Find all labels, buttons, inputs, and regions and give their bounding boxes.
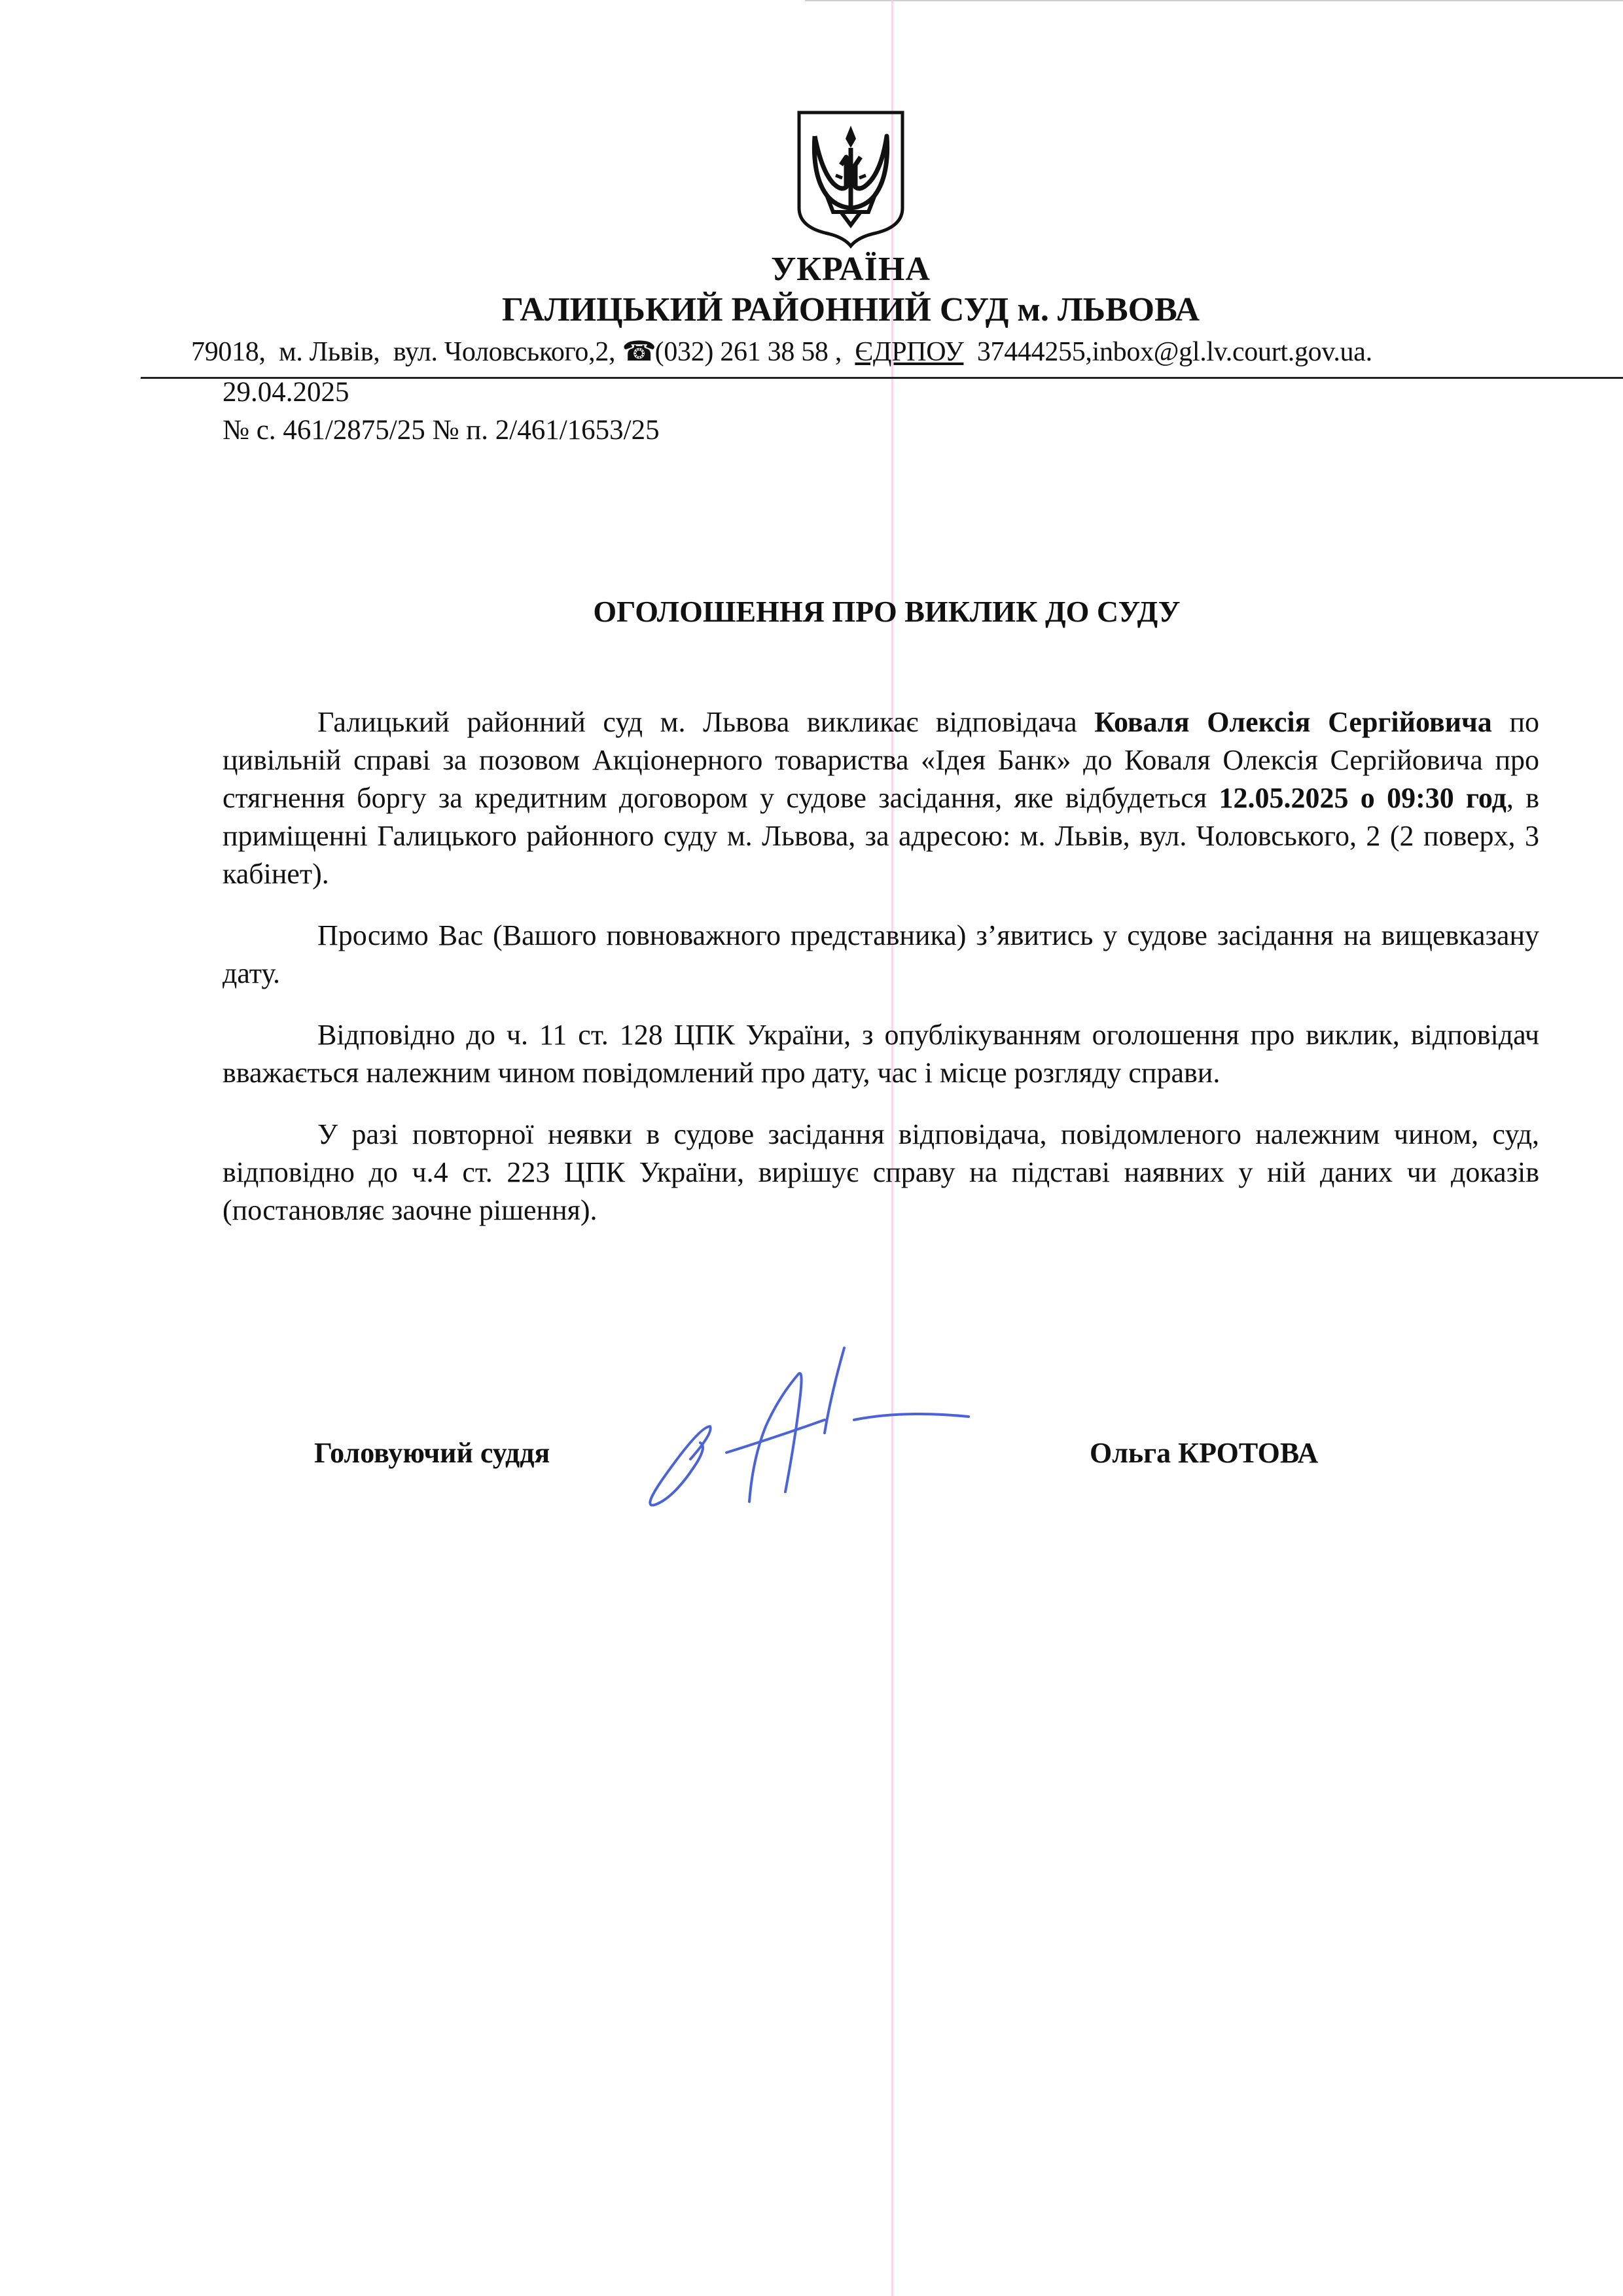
paragraph-request-appearance: Просимо Вас (Вашого повноважного представника) з’явитись у судове засідання на вищевказану дату. <box>223 919 1539 989</box>
trident-coat-of-arms-icon <box>795 110 906 249</box>
court-name-heading: ГАЛИЦЬКИЙ РАЙОННИЙ СУД м. ЛЬВОВА <box>501 291 1200 328</box>
paragraph-legal-notice: Відповідно до ч. 11 ст. 128 ЦПК України, з опублікуванням оголошення про виклик, відповідач вважається належним чином повідомлений про дату, час і місце розгляду справи. <box>223 1019 1539 1089</box>
presiding-judge-label: Головуючий суддя <box>314 1437 550 1469</box>
defendant-name: Коваля Олексія Сергійовича <box>1094 706 1492 738</box>
judge-name: Ольга КРОТОВА <box>1090 1437 1319 1469</box>
edrpou-and-email: 37444255,inbox@gl.lv.court.gov.ua. <box>976 337 1372 367</box>
document-title: ОГОЛОШЕННЯ ПРО ВИКЛИК ДО СУДУ <box>593 595 1181 628</box>
document-date: 29.04.2025 <box>223 377 349 408</box>
summons-text-intro: Галицький районний суд м. Львова викликає відповідача <box>317 706 1095 738</box>
country-heading: УКРАЇНА <box>771 251 931 288</box>
paragraph-summons <box>223 703 1539 893</box>
hearing-datetime: 12.05.2025 о 09:30 год <box>1219 782 1507 814</box>
city: м. Львів, <box>279 337 380 367</box>
court-address-line <box>191 335 1611 368</box>
scan-artifact-top-line <box>805 0 1623 1</box>
notice-body <box>223 703 1539 1229</box>
edrpou-label: ЄДРПОУ <box>855 337 964 367</box>
summons-text-location: , в приміщенні Галицького районного суду м. Львова, за адресою: м. Львів, вул. Чоловського, 2 (2 поверх, 3 кабінет). <box>223 782 1540 890</box>
case-numbers: № с. 461/2875/25 № п. 2/461/1653/25 <box>223 415 660 446</box>
phone-number: (032) 261 38 58 , <box>654 337 842 367</box>
street-address: вул. Чоловського,2, <box>393 337 616 367</box>
postal-code: 79018, <box>191 337 266 367</box>
handwritten-signature <box>628 1328 995 1511</box>
paragraph-default-judgment: У разі повторної неявки в судове засідання відповідача, повідомленого належним чином, суд, відповідно до ч.4 ст. 223 ЦПК України, вирішує справу на підставі наявних у ній даних чи доказів (постановляє заочне рішення). <box>223 1118 1539 1226</box>
header-divider <box>141 377 1623 379</box>
telephone-icon: ☎ <box>622 337 656 367</box>
summons-text-case: по цивільній справі за позовом Акціонерного товариства «Ідея Банк» до Коваля Олексія Сергійовича про стягнення боргу за кредитним договором у судове засідання, яке відбудеться <box>223 706 1540 814</box>
